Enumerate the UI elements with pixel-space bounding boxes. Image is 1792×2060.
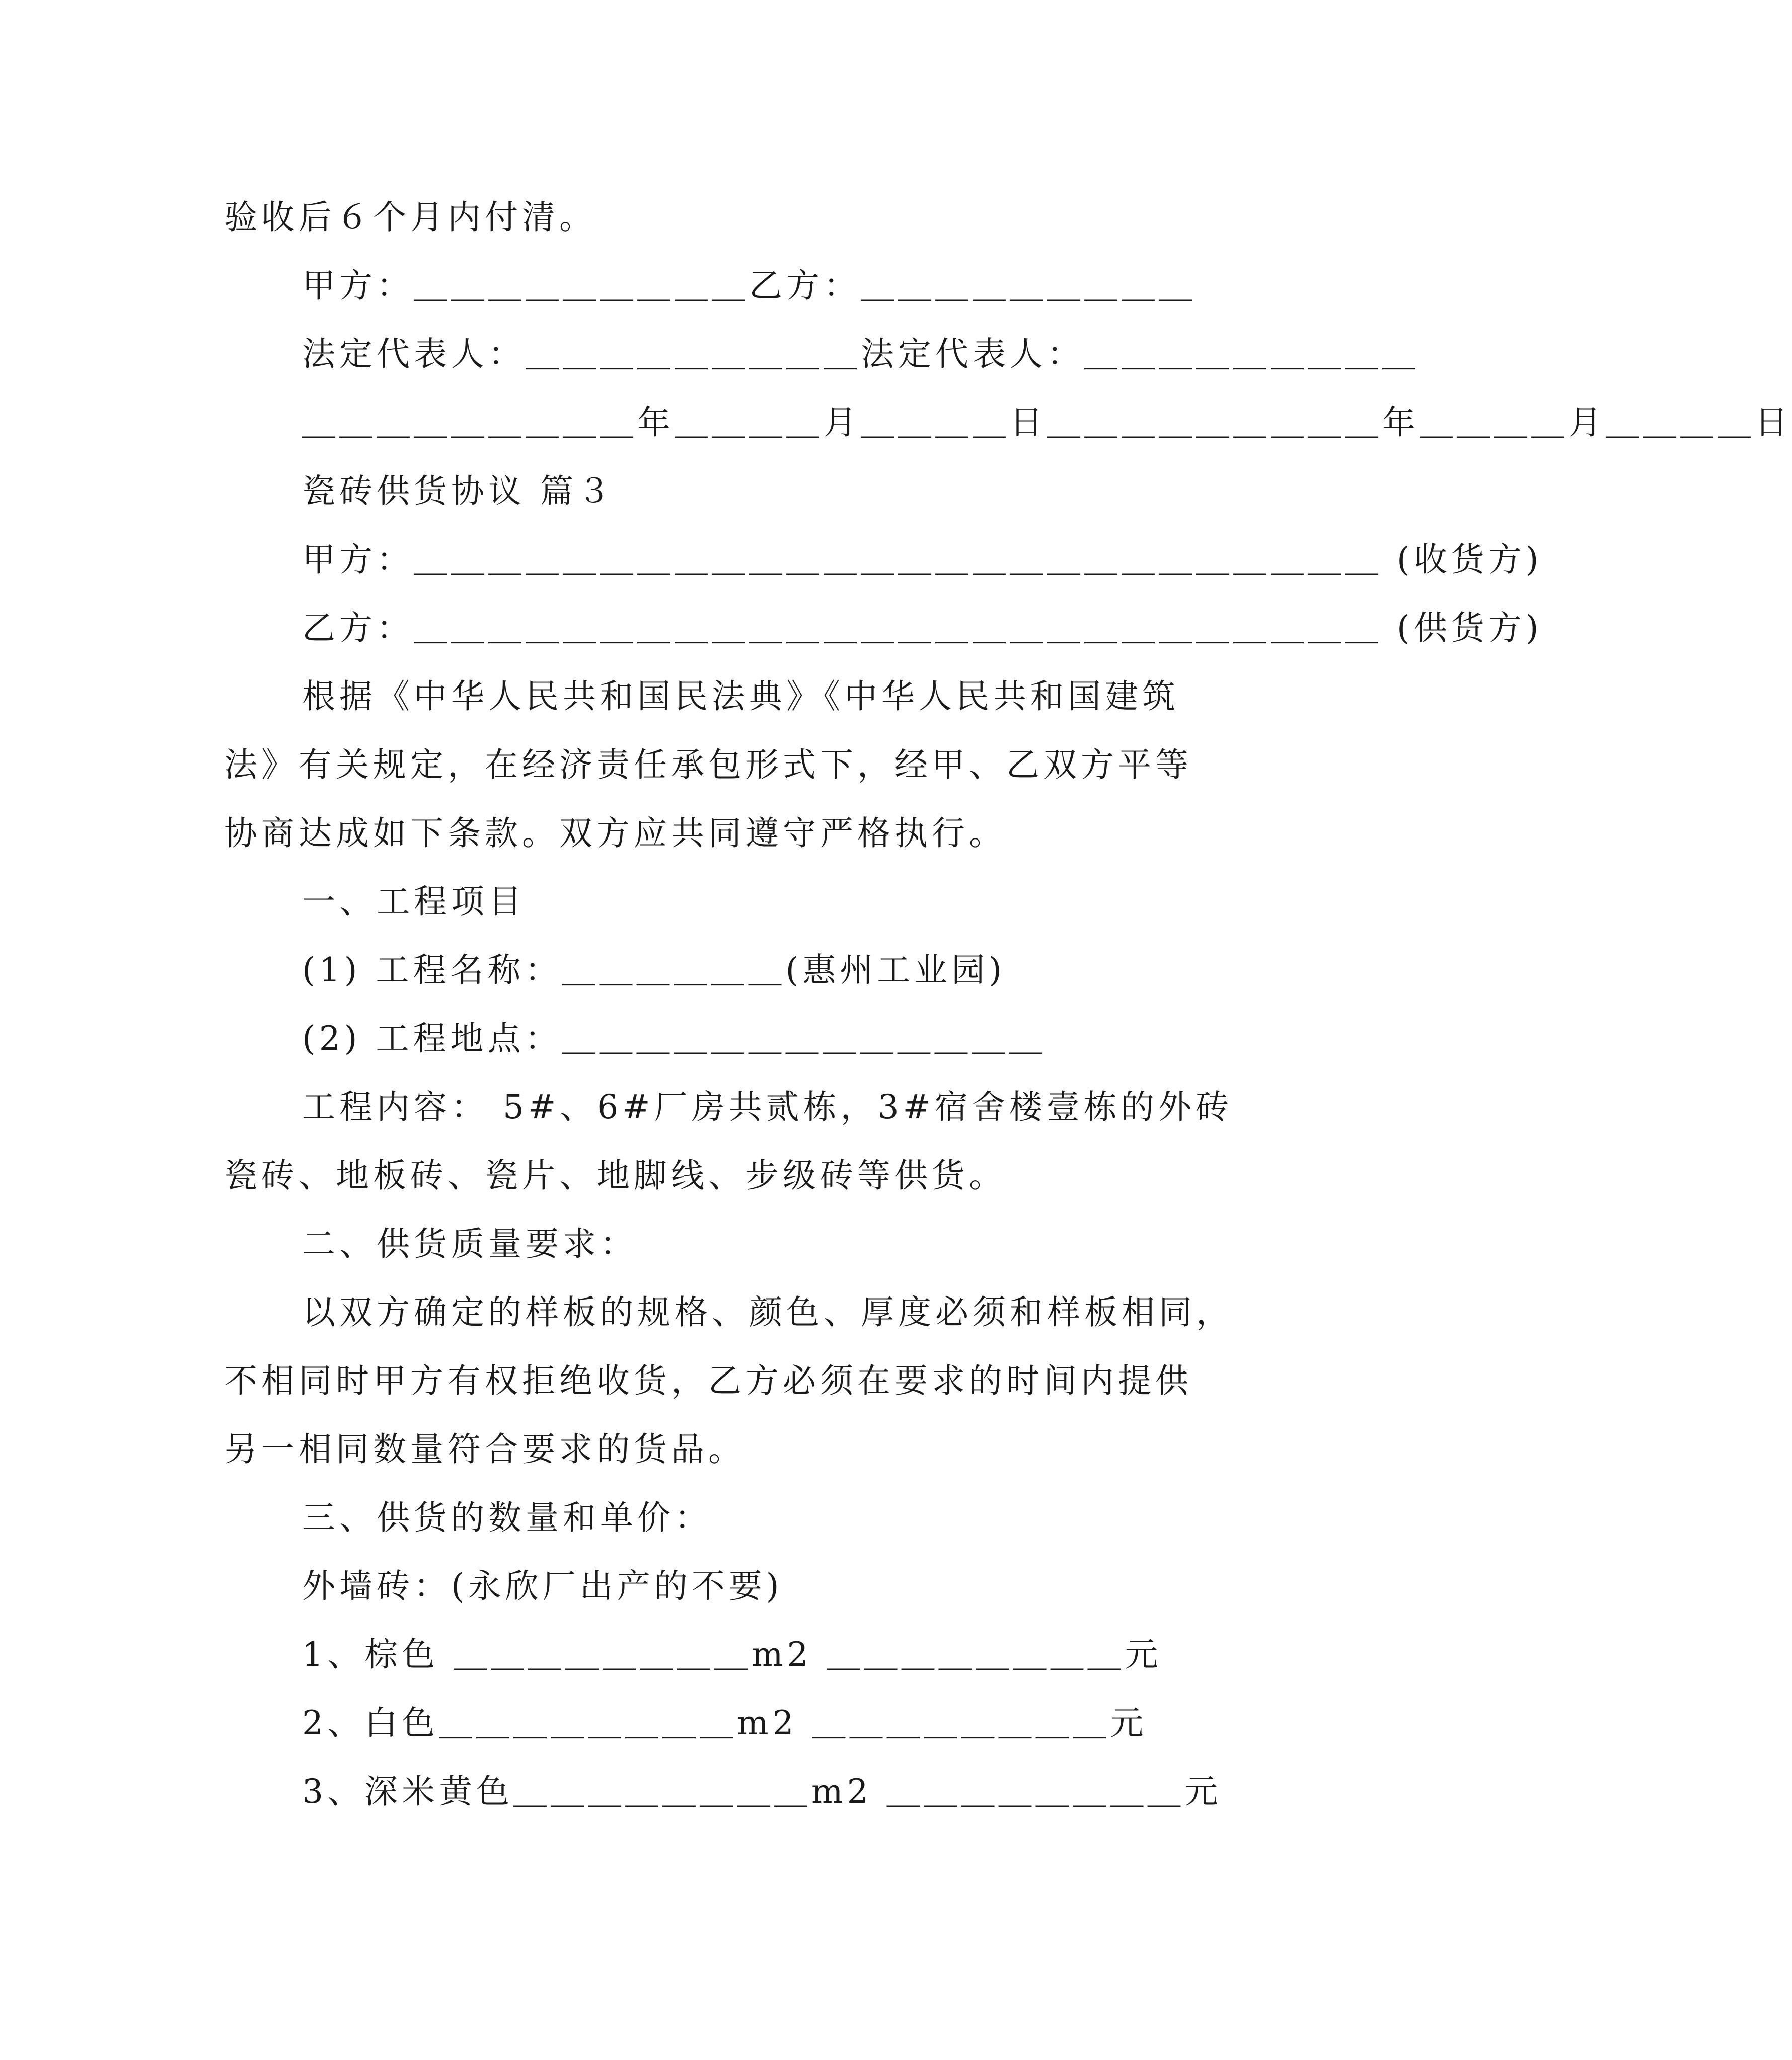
- paragraph-line: 验收后６个月内付清。: [224, 198, 596, 237]
- paragraph-line: 另一相同数量符合要求的货品。: [224, 1430, 745, 1469]
- party-line: 甲方：＿＿＿＿＿＿＿＿＿＿＿＿＿＿＿＿＿＿＿＿＿＿＿＿＿＿ (收货方): [302, 540, 1543, 579]
- paragraph-line: 协商达成如下条款。双方应共同遵守严格执行。: [224, 814, 1006, 853]
- date-line: ＿＿＿＿＿＿＿＿＿年＿＿＿＿月＿＿＿＿日＿＿＿＿＿＿＿＿＿年＿＿＿＿月＿＿＿＿日: [302, 403, 1792, 442]
- paragraph-line: 不相同时甲方有权拒绝收货，乙方必须在要求的时间内提供: [224, 1361, 1192, 1400]
- paragraph-line: 以双方确定的样板的规格、颜色、厚度必须和样板相同，: [302, 1293, 1233, 1332]
- paragraph-line: (2) 工程地点：＿＿＿＿＿＿＿＿＿＿＿＿＿: [302, 1019, 1047, 1058]
- paragraph-line: 根据《中华人民共和国民法典》《中华人民共和国建筑: [302, 677, 1179, 716]
- paragraph-line: 外墙砖：(永欣厂出产的不要): [302, 1567, 783, 1606]
- paragraph-line: 瓷砖、地板砖、瓷片、地脚线、步级砖等供货。: [224, 1156, 1006, 1195]
- section-title: 瓷砖供货协议 篇３: [302, 472, 615, 510]
- list-item: 2、白色＿＿＿＿＿＿＿＿m2 ＿＿＿＿＿＿＿＿元: [302, 1704, 1148, 1742]
- heading-line: 二、供货质量要求：: [302, 1225, 637, 1263]
- signature-line: 甲方：＿＿＿＿＿＿＿＿＿乙方：＿＿＿＿＿＿＿＿＿: [302, 266, 1196, 305]
- list-item: 3、深米黄色＿＿＿＿＿＿＿＿m2 ＿＿＿＿＿＿＿＿元: [302, 1772, 1222, 1811]
- heading-line: 一、工程项目: [302, 882, 526, 921]
- paragraph-line: 法》有关规定，在经济责任承包形式下，经甲、乙双方平等: [224, 745, 1192, 784]
- signature-line: 法定代表人：＿＿＿＿＿＿＿＿＿法定代表人：＿＿＿＿＿＿＿＿＿: [302, 335, 1420, 373]
- party-line: 乙方：＿＿＿＿＿＿＿＿＿＿＿＿＿＿＿＿＿＿＿＿＿＿＿＿＿＿ (供货方): [302, 608, 1543, 647]
- heading-line: 三、供货的数量和单价：: [302, 1498, 712, 1537]
- paragraph-line: (1) 工程名称：＿＿＿＿＿＿(惠州工业园): [302, 951, 1006, 989]
- paragraph-line: 工程内容： 5#、6#厂房共贰栋，3#宿舍楼壹栋的外砖: [302, 1088, 1233, 1126]
- list-item: 1、棕色 ＿＿＿＿＿＿＿＿m2 ＿＿＿＿＿＿＿＿元: [302, 1635, 1162, 1674]
